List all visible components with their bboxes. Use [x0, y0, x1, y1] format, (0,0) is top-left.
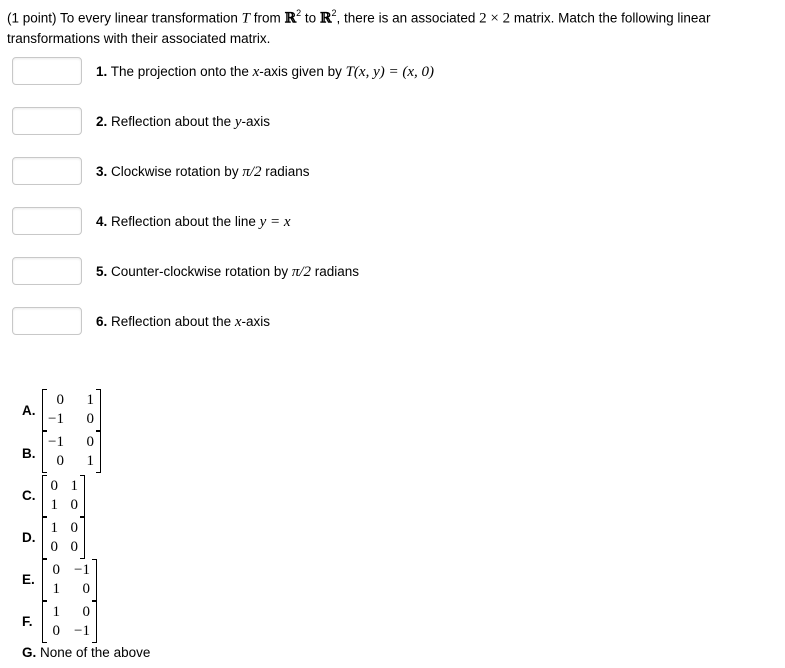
- option-label: A.: [22, 403, 36, 418]
- matrix-cell: 0: [86, 434, 94, 450]
- math-sup: 2: [331, 8, 337, 18]
- item-math: π/2: [291, 264, 312, 280]
- math-T: T: [241, 10, 250, 27]
- match-row-3: [12, 157, 772, 187]
- item-text: Reflection about the: [107, 314, 235, 329]
- matrix-cell: 0: [82, 581, 90, 597]
- matrix-cell: 1: [50, 520, 58, 536]
- match-row-4: [12, 207, 772, 237]
- item-text: radians: [311, 264, 360, 279]
- match-item-1: [96, 64, 434, 81]
- matrix-cell: 0: [50, 478, 58, 494]
- item-math: T(x, y) = (x, 0): [345, 64, 435, 80]
- matrix-cell: 1: [70, 478, 78, 494]
- math-R: ℝ: [319, 10, 332, 27]
- match-item-4: [96, 214, 291, 231]
- match-row-2: [12, 107, 772, 137]
- math-size: 2 × 2: [479, 10, 511, 27]
- matrix-cell: 1: [50, 497, 58, 513]
- item-number: 3.: [96, 164, 108, 179]
- answer-input-6[interactable]: [12, 307, 82, 335]
- item-text: Reflection about the: [107, 114, 235, 129]
- match-item-3: [96, 164, 310, 181]
- matrix-cell: 0: [70, 497, 78, 513]
- math-R: ℝ: [284, 10, 297, 27]
- matrix-cell: 1: [52, 604, 60, 620]
- matrix-cell: 0: [56, 453, 64, 469]
- matrix-cell: 1: [86, 453, 94, 469]
- matrix-cell: 1: [52, 581, 60, 597]
- matrix-cell: −1: [74, 623, 90, 639]
- match-item-5: [96, 264, 359, 281]
- item-math: y = x: [259, 214, 291, 230]
- item-number: 4.: [96, 214, 108, 229]
- option-label: C.: [22, 488, 36, 503]
- item-text: radians: [261, 164, 310, 179]
- match-row-1: [12, 57, 772, 87]
- match-row-5: [12, 257, 772, 287]
- matrix-cell: 0: [70, 539, 78, 555]
- matrix-cell: 1: [86, 392, 94, 408]
- match-row-6: [12, 307, 772, 337]
- matrix-cell: 0: [50, 539, 58, 555]
- option-label: D.: [22, 530, 36, 545]
- item-math: x: [252, 64, 260, 80]
- answer-input-2[interactable]: [12, 107, 82, 135]
- item-text: Counter-clockwise rotation by: [107, 264, 292, 279]
- matrix-cell: 0: [56, 392, 64, 408]
- answer-input-3[interactable]: [12, 157, 82, 185]
- matrix-cell: 0: [52, 623, 60, 639]
- option-label: E.: [22, 572, 35, 587]
- bracket-right: [92, 559, 97, 601]
- item-number: 1.: [96, 64, 108, 79]
- item-math: π/2: [242, 164, 262, 180]
- matrix-cell: 0: [82, 604, 90, 620]
- item-math: x: [234, 314, 242, 330]
- matrix-cell: 0: [86, 411, 94, 427]
- matrix-cell: −1: [48, 411, 64, 427]
- bracket-right: [80, 517, 85, 559]
- bracket-right: [92, 601, 97, 643]
- option-label: G.: [22, 645, 37, 660]
- statement-text: (1 point) To every linear transformation: [7, 10, 242, 26]
- item-text: -axis given by: [259, 64, 346, 79]
- bracket-right: [80, 475, 85, 517]
- statement-text: from: [249, 10, 285, 26]
- bracket-right: [96, 389, 101, 431]
- option-G: [22, 645, 150, 660]
- matrix-cell: −1: [74, 562, 90, 578]
- item-number: 2.: [96, 114, 108, 129]
- problem-statement: [7, 4, 777, 49]
- math-sup: 2: [296, 8, 302, 18]
- statement-text: matrix. Match the following linear transformations with their associated matrix.: [7, 10, 711, 46]
- item-number: 5.: [96, 264, 108, 279]
- answer-input-1[interactable]: [12, 57, 82, 85]
- statement-text: to: [301, 10, 320, 26]
- matrix-cell: 0: [70, 520, 78, 536]
- answer-input-4[interactable]: [12, 207, 82, 235]
- matrix-cell: −1: [48, 434, 64, 450]
- matrix-cell: 0: [52, 562, 60, 578]
- item-number: 6.: [96, 314, 108, 329]
- item-text: -axis: [241, 314, 271, 329]
- bracket-right: [96, 431, 101, 473]
- item-text: -axis: [241, 114, 271, 129]
- option-text: None of the above: [36, 645, 151, 660]
- statement-text: , there is an associated: [336, 10, 480, 26]
- option-label: F.: [22, 614, 33, 629]
- item-text: The projection onto the: [107, 64, 253, 79]
- item-math: y: [234, 114, 242, 130]
- match-item-6: [96, 314, 270, 331]
- match-item-2: [96, 114, 270, 131]
- item-text: Clockwise rotation by: [107, 164, 243, 179]
- option-label: B.: [22, 446, 36, 461]
- item-text: Reflection about the line: [107, 214, 260, 229]
- answer-input-5[interactable]: [12, 257, 82, 285]
